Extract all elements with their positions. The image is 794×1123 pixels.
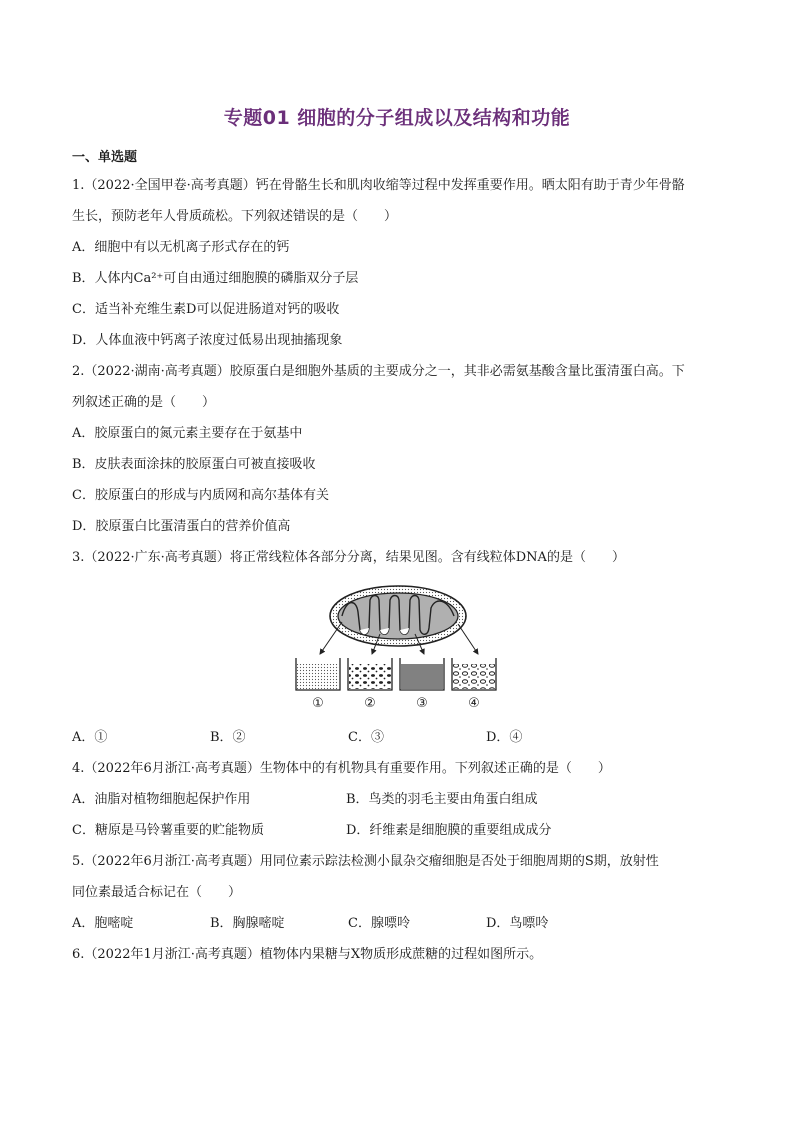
question-4-option-c: C．糖原是马铃薯重要的贮能物质 [72, 823, 264, 838]
question-2-stem-line-1: 2.（2022·湖南·高考真题）胶原蛋白是细胞外基质的主要成分之一，其非必需氨基酸含量比蛋清蛋白高。下 [72, 364, 685, 379]
question-1-option-a: A．细胞中有以无机离子形式存在的钙 [72, 240, 290, 255]
question-2-option-c: C．胶原蛋白的形成与内质网和高尔基体有关 [72, 488, 329, 503]
question-2-stem-line-2: 列叙述正确的是（ ） [72, 395, 216, 410]
question-1-option-b: B．人体内Ca²⁺可自由通过细胞膜的磷脂双分子层 [72, 271, 359, 286]
question-3-option-b: B．② [210, 730, 246, 745]
mitochondria-fractionation-figure [290, 582, 510, 712]
question-2-option-d: D．胶原蛋白比蛋清蛋白的营养价值高 [72, 519, 291, 534]
mitochondrion-drawing [330, 586, 466, 646]
question-5-stem-line-1: 5.（2022年6月浙江·高考真题）用同位素示踪法检测小鼠杂交瘤细胞是否处于细胞周期的S期，放射性 [72, 854, 659, 869]
question-1-stem-line-1: 1.（2022·全国甲卷·高考真题）钙在骨骼生长和肌肉收缩等过程中发挥重要作用。晒太阳有助于青少年骨骼 [72, 178, 685, 193]
question-6-stem: 6.（2022年1月浙江·高考真题）植物体内果糖与X物质形成蔗糖的过程如图所示。 [72, 947, 543, 962]
beaker-4 [452, 658, 496, 690]
figure-label-3: ③ [416, 696, 428, 711]
question-5-option-c: C．腺嘌呤 [348, 916, 410, 931]
beaker-1 [296, 658, 340, 690]
question-4-stem: 4.（2022年6月浙江·高考真题）生物体中的有机物具有重要作用。下列叙述正确的是（ ） [72, 761, 611, 776]
figure-label-1: ① [312, 696, 324, 711]
question-2-option-a: A．胶原蛋白的氮元素主要存在于氨基中 [72, 426, 303, 441]
question-1-option-d: D．人体血液中钙离子浓度过低易出现抽搐现象 [72, 333, 343, 348]
beaker-2 [348, 658, 392, 690]
question-5-option-a: A．胞嘧啶 [72, 916, 134, 931]
question-1-option-c: C．适当补充维生素D可以促进肠道对钙的吸收 [72, 302, 340, 317]
question-5-option-b: B．胸腺嘧啶 [210, 916, 285, 931]
question-2-option-b: B．皮肤表面涂抹的胶原蛋白可被直接吸收 [72, 457, 316, 472]
question-3-option-d: D．④ [486, 730, 523, 745]
question-5-stem-line-2: 同位素最适合标记在（ ） [72, 885, 242, 900]
question-4-option-a: A．油脂对植物细胞起保护作用 [72, 792, 251, 807]
question-4-option-d: D．纤维素是细胞膜的重要组成成分 [346, 823, 552, 838]
beaker-3 [400, 658, 444, 690]
question-5-option-d: D．鸟嘌呤 [486, 916, 549, 931]
figure-label-4: ④ [468, 696, 480, 711]
question-3-option-a: A．① [72, 730, 108, 745]
question-4-option-b: B．鸟类的羽毛主要由角蛋白组成 [346, 792, 538, 807]
figure-label-2: ② [364, 696, 376, 711]
section-heading: 一、单选题 [72, 150, 138, 165]
question-1-stem-line-2: 生长，预防老年人骨质疏松。下列叙述错误的是（ ） [72, 209, 398, 224]
question-3-stem: 3.（2022·广东·高考真题）将正常线粒体各部分分离，结果见图。含有线粒体DNA的是（ ） [72, 550, 625, 565]
question-3-option-c: C．③ [348, 730, 384, 745]
page-title: 专题01 细胞的分子组成以及结构和功能 [223, 107, 571, 129]
